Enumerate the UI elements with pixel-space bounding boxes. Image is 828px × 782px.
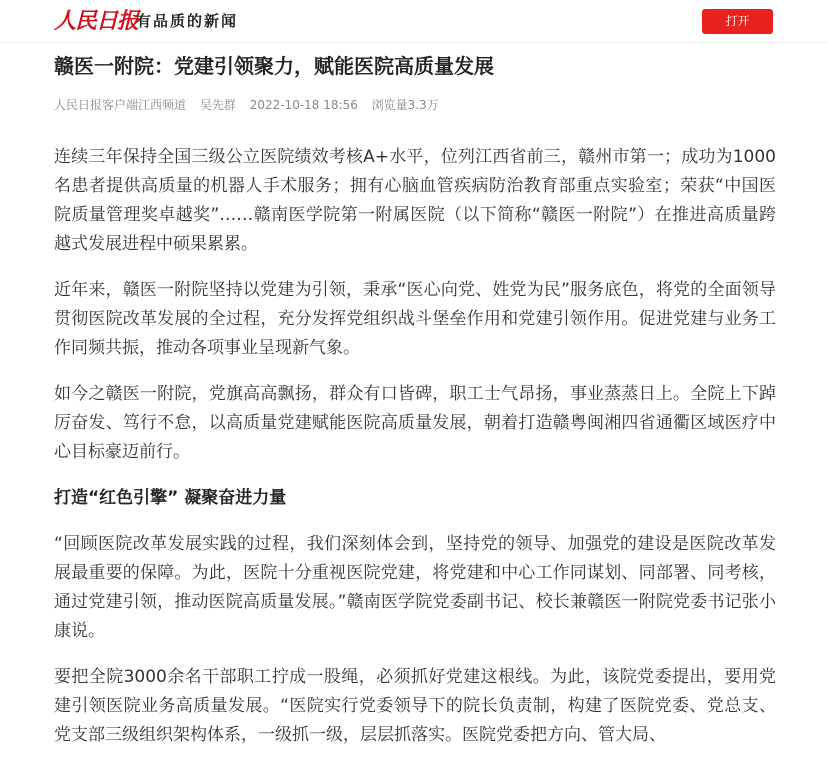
article-views: 浏览量3.3万: [371, 98, 439, 112]
article: [54, 48, 776, 767]
article-author: 吴先群: [199, 98, 236, 112]
section-subheading: 打造“红色引擎” 凝聚奋进力量: [54, 488, 287, 508]
paragraph: 要把全院3000余名干部职工拧成一股绳，必须抓好党建这根线。为此，该院党委提出，要用党建引领医院业务高质量发展。“医院实行党委领导下的院长负责制，构建了医院党委、党总支、党支部三级组织架构体系，一级抓一级，层层抓落实。医院党委把方向、管大局、: [54, 667, 776, 745]
article-datetime: 2022-10-18 18:56: [249, 98, 358, 112]
paragraph: 如今之赣医一附院，党旗高高飘扬，群众有口皆碑，职工士气昂扬，事业蒸蒸日上。全院上下踔厉奋发、笃行不怠，以高质量党建赋能医院高质量发展，朝着打造赣粤闽湘四省通衢区域医疗中心目标豪迈前行。: [54, 384, 776, 462]
people-daily-logo[interactable]: 人民日报: [54, 8, 139, 34]
paragraph: 连续三年保持全国三级公立医院绩效考核A+水平，位列江西省前三，赣州市第一；成功为1000名患者提供高质量的机器人手术服务；拥有心脑血管疾病防治教育部重点实验室；荣获“中国医院质量管理奖卓越奖”……赣南医学院第一附属医院（以下简称“赣医一附院”）在推进高质量跨越式发展进程中硕果累累。: [54, 147, 776, 254]
article-source: 人民日报客户端江西频道: [54, 98, 187, 112]
article-body: [54, 143, 776, 750]
article-meta: [54, 97, 776, 113]
brand-slogan: 有品质的新闻: [136, 12, 239, 30]
open-app-button[interactable]: 打开: [702, 9, 773, 34]
top-bar: [0, 0, 828, 43]
paragraph: 近年来，赣医一附院坚持以党建为引领，秉承“医心向党、姓党为民”服务底色，将党的全面领导贯彻医院改革发展的全过程，充分发挥党组织战斗堡垒作用和党建引领作用。促进党建与业务工作同频共振，推动各项事业呈现新气象。: [54, 280, 776, 358]
article-title: 赣医一附院：党建引领聚力，赋能医院高质量发展: [54, 54, 494, 78]
paragraph: “回顾医院改革发展实践的过程，我们深刻体会到，坚持党的领导、加强党的建设是医院改革发展最重要的保障。为此，医院十分重视医院党建，将党建和中心工作同谋划、同部署、同考核，通过党建引领，推动医院高质量发展。”赣南医学院党委副书记、校长兼赣医一附院党委书记张小康说。: [54, 534, 776, 641]
